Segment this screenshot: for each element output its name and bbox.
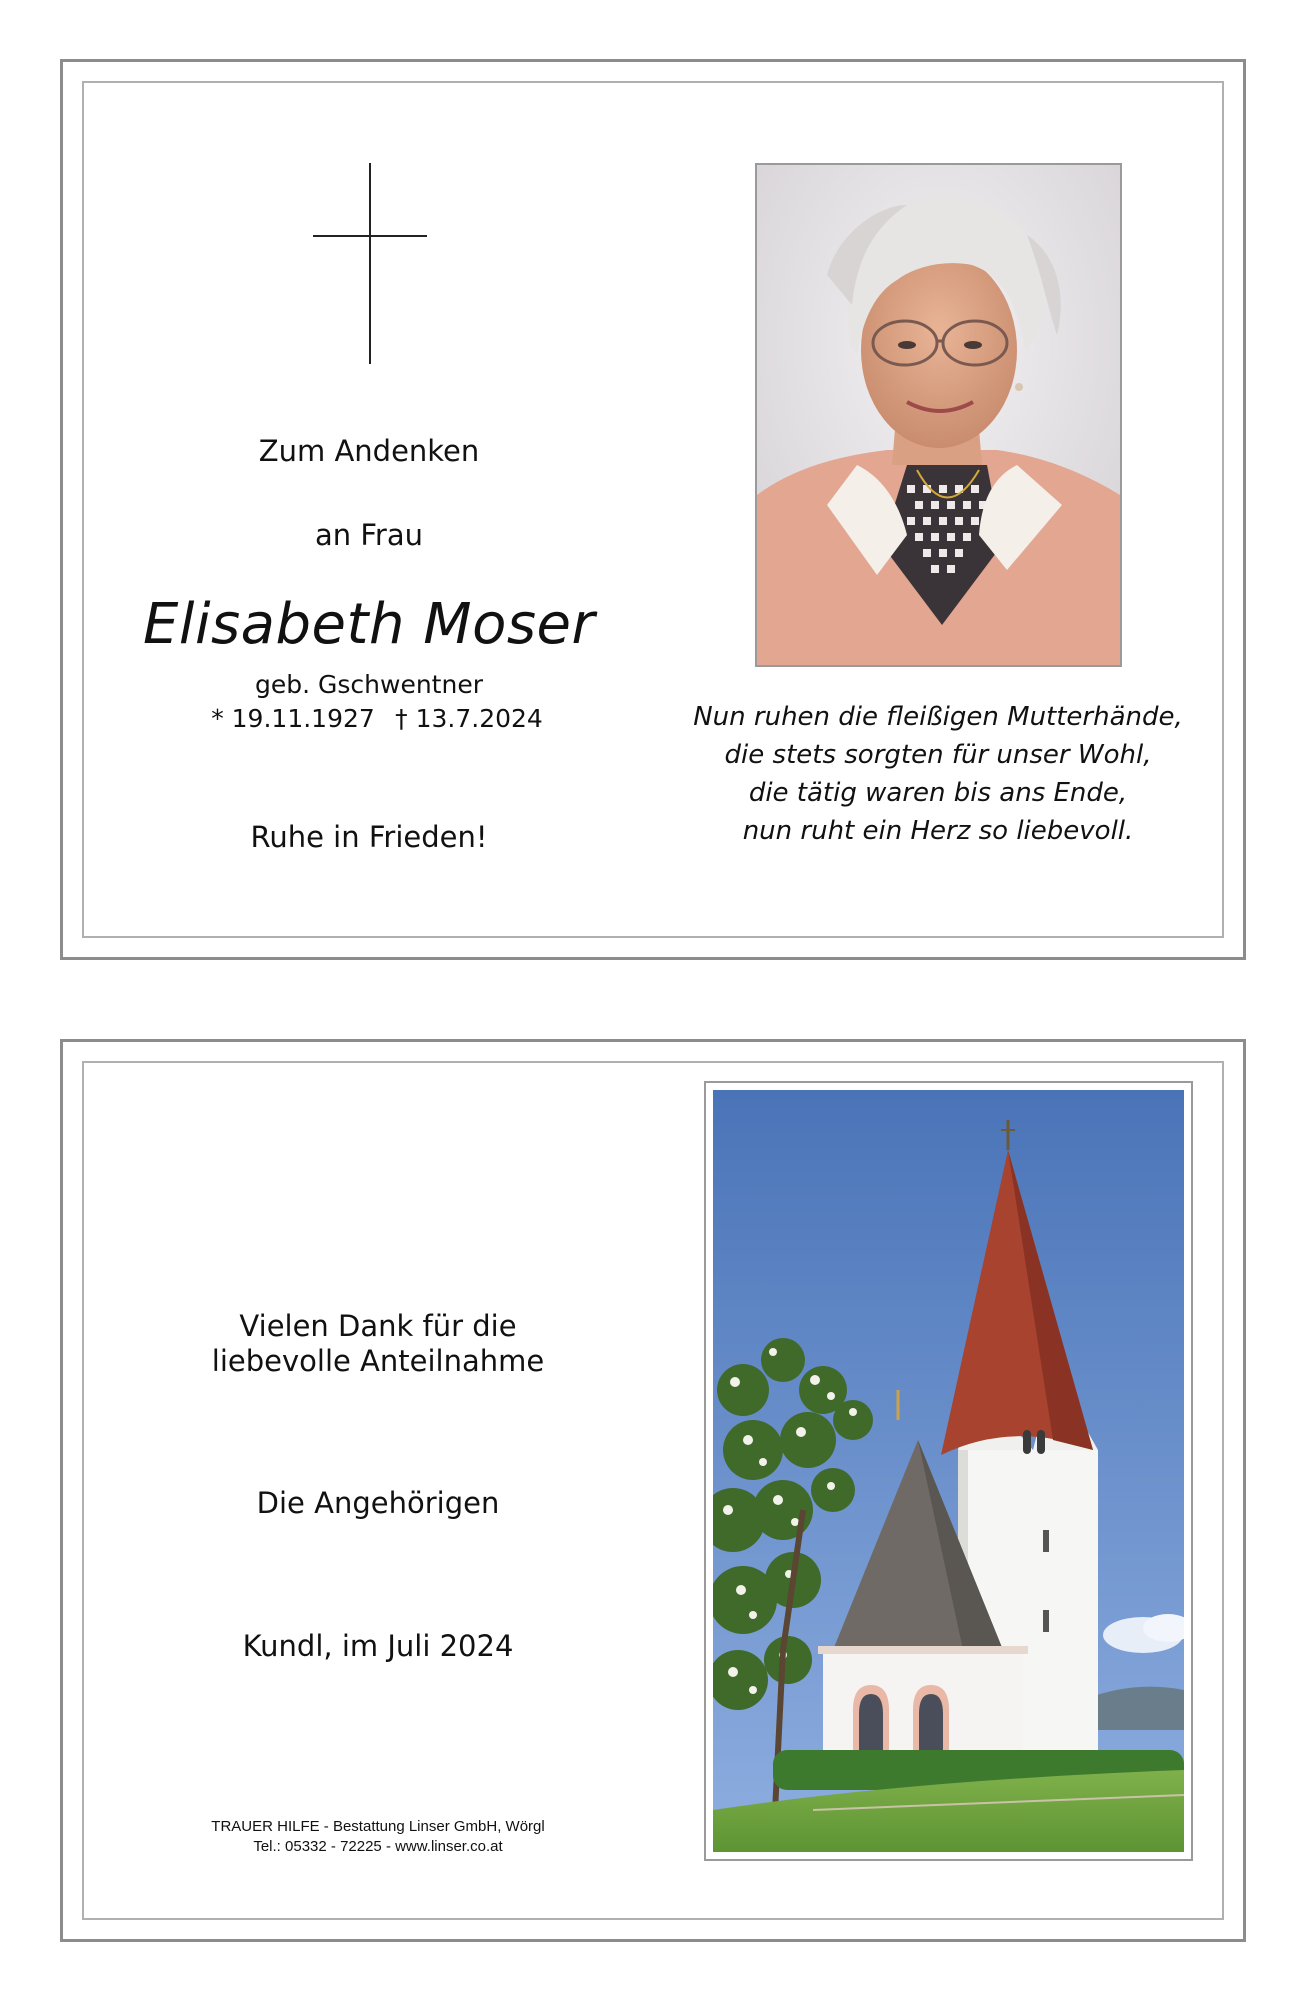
death-date: † 13.7.2024 <box>395 704 543 733</box>
verse-line-2: die stets sorgten für unser Wohl, <box>724 740 1152 770</box>
salutation: an Frau <box>314 518 424 552</box>
church-photo <box>713 1090 1184 1852</box>
verse-line-4: nun ruht ein Herz so liebevoll. <box>742 816 1134 846</box>
cross-icon-horizontal <box>313 235 427 237</box>
church-photo-frame <box>704 1081 1193 1861</box>
front-card <box>60 59 1246 960</box>
back-card <box>60 1039 1246 1942</box>
cross-icon-vertical <box>369 163 371 364</box>
heading: Zum Andenken <box>258 434 480 468</box>
verse-line-1: Nun ruhen die fleißigen Mutterhände, <box>693 702 1183 732</box>
maiden-name: geb. Gschwentner <box>255 670 483 699</box>
deceased-name: Elisabeth Moser <box>143 592 595 657</box>
portrait-photo <box>755 163 1122 667</box>
family-signature: Die Angehörigen <box>256 1486 500 1520</box>
verse-line-3: die tätig waren bis ans Ende, <box>748 778 1128 808</box>
funeral-home-name: TRAUER HILFE - Bestattung Linser GmbH, Wörgl <box>211 1818 545 1835</box>
birth-date: * 19.11.1927 <box>211 704 375 733</box>
funeral-home-contact: Tel.: 05332 - 72225 - www.linser.co.at <box>253 1838 503 1855</box>
closing-phrase: Ruhe in Frieden! <box>250 820 488 854</box>
thanks-line-1: Vielen Dank für die <box>239 1309 517 1343</box>
place-and-date: Kundl, im Juli 2024 <box>242 1629 514 1663</box>
thanks-line-2: liebevolle Anteilnahme <box>211 1344 545 1378</box>
